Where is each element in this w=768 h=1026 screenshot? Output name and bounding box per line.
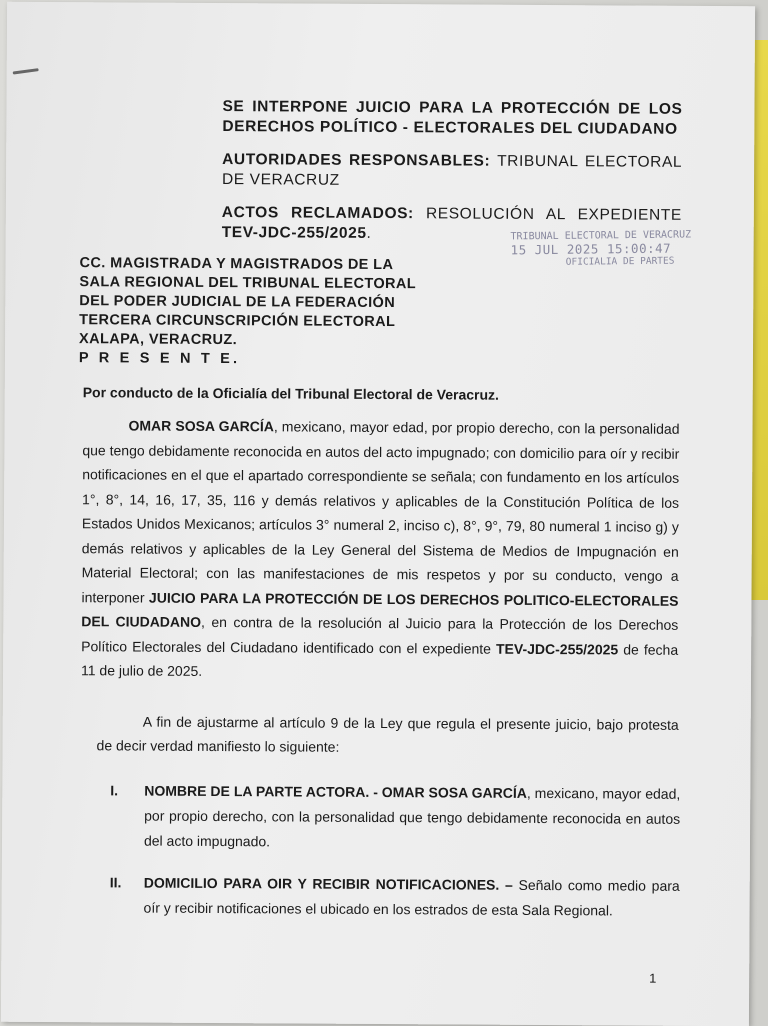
stamp-tribunal: TRIBUNAL ELECTORAL DE VERACRUZ: [510, 229, 692, 243]
stamp-office: OFICIALIA DE PARTES: [565, 255, 675, 268]
addressee-present: P R E S E N T E.: [78, 350, 241, 368]
item-number: I.: [110, 782, 119, 799]
authorities-value: TRIBUNAL ELECTORAL DE VERACRUZ: [221, 152, 683, 189]
addressee-line-1: CC. MAGISTRADA Y MAGISTRADOS DE LA: [79, 255, 394, 274]
addressee-line-2: SALA REGIONAL DEL TRIBUNAL ELECTORAL: [79, 274, 417, 293]
item-title: DOMICILIO PARA OIR Y RECIBIR NOTIFICACIONES. –: [143, 874, 513, 893]
acts-label: ACTOS RECLAMADOS:: [221, 204, 414, 223]
por-conducto-line: Por conducto de la Oficialía del Tribunal Electoral de Veracruz.: [82, 384, 500, 403]
body-paragraph: [81, 413, 680, 686]
intro-text: A fin de ajustarme al artículo 9 de la Ley que regula el presente juicio, bajo protesta de decir verdad manifiesto lo siguiente:: [96, 713, 679, 755]
addressee-line-4: TERCERA CIRCUNSCRIPCIÓN ELECTORAL: [79, 312, 396, 331]
page-number: 1: [649, 970, 657, 986]
item-body: Señalo como medio para oír y recibir notificaciones el ubicado en los estrados de esta Sala Regional.: [143, 876, 680, 919]
body-text-3: de fecha 11 de julio de 2025.: [80, 640, 679, 679]
addressee-line-3: DEL PODER JUDICIAL DE LA FEDERACIÓN: [79, 293, 396, 312]
pen-mark: [13, 68, 39, 74]
authorities-label: AUTORIDADES RESPONSABLES:: [222, 151, 491, 170]
list-item: [110, 778, 680, 856]
document-page: [1, 2, 755, 1026]
body-text-1: , mexicano, mayor edad, por propio derecho, con la personalidad que tengo debidamente reconocida en autos del acto impugnado; con domicilio para oír y recibir notificaciones en el que el apartado correspondiente se señala; con fundamento en los artículos 1°, 8°, 14, 16, 17, 35, 116 y demás relativos y aplicables de la Constitución Política de los Estados Unidos Mexicanos; artículos 3° numeral 2, inciso c), 8°, 9°, 79, 80 numeral 1 inciso g) y demás relativos y aplicables de la Ley General del Sistema de Medios de Impugnación en Material Electoral; con las manifestaciones de mis respetos y por su conducto, vengo a interponer: [81, 418, 680, 606]
expediente-number: TEV-JDC-255/2025: [495, 640, 619, 657]
addressee-line-5: XALAPA, VERACRUZ.: [79, 331, 238, 349]
item-number: II.: [109, 874, 122, 891]
acts-period: .: [366, 224, 372, 242]
acts-expediente: TEV-JDC-255/2025: [221, 224, 367, 242]
stamp-date: 15 JUL 2025 15:00:47: [510, 240, 672, 258]
body-text-2: , en contra de la resolución al Juicio para la Protección de los Derechos Político Electorales del Ciudadano identificado con el expediente: [81, 613, 679, 657]
acts-value: RESOLUCIÓN AL EXPEDIENTE: [425, 205, 682, 224]
item-title: NOMBRE DE LA PARTE ACTORA. - OMAR SOSA GARCÍA: [144, 782, 527, 801]
actor-name: OMAR SOSA GARCÍA: [128, 417, 274, 435]
item-text: [144, 779, 680, 857]
intro-paragraph: [97, 709, 679, 761]
document-title: SE INTERPONE JUICIO PARA LA PROTECCIÓN DE LOS DERECHOS POLÍTICO - ELECTORALES DEL CIUDADANO: [222, 98, 683, 138]
juicio-title: JUICIO PARA LA PROTECCIÓN DE LOS DERECHOS POLITICO-ELECTORALES DEL CIUDADANO: [81, 589, 679, 630]
reception-stamp: [510, 228, 695, 269]
item-text: [144, 871, 680, 924]
authorities-line: [222, 150, 682, 193]
item-body: , mexicano, mayor edad, por propio derecho, con la personalidad que tengo debidamente reconocida en autos del acto impugnado.: [143, 784, 681, 850]
addressee-block: [79, 254, 420, 370]
list-item: [110, 870, 680, 923]
